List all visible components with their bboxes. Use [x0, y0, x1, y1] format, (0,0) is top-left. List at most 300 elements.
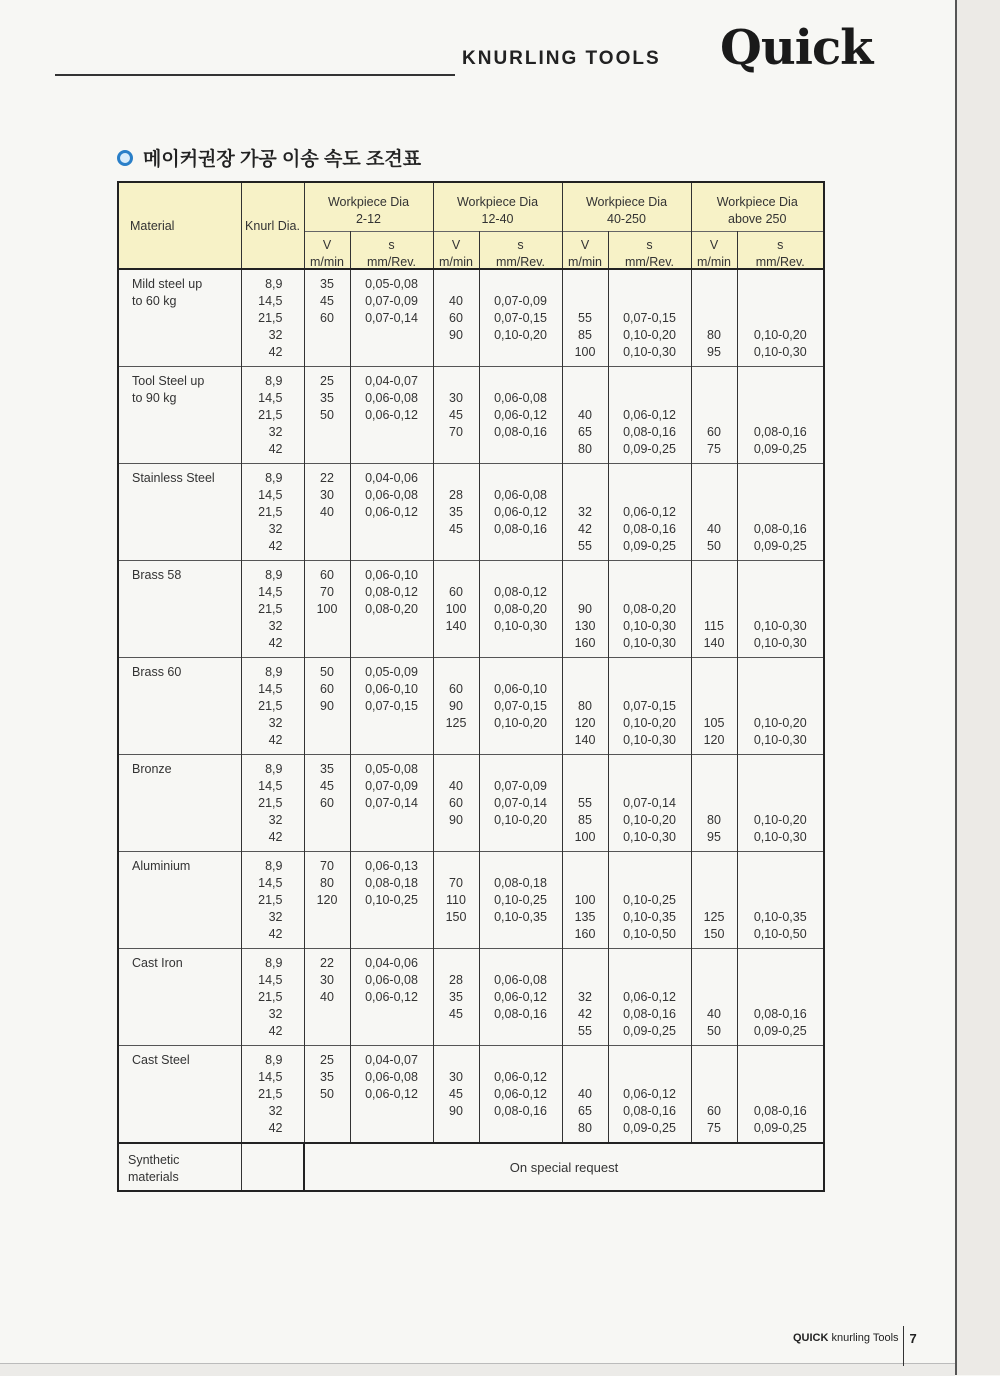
feed-s-value: 0,06-0,12: [623, 1087, 676, 1101]
feed-s-cell: [350, 852, 433, 949]
feed-s-value: 0,10-0,50: [623, 927, 676, 941]
knurl-dia-cell: [241, 949, 304, 1046]
speed-v-value: 35: [320, 277, 334, 291]
feed-s-value: [351, 732, 433, 749]
table-row: [118, 852, 824, 949]
feed-s-value: 0,06-0,10: [365, 568, 418, 582]
speed-v-value: [692, 892, 737, 909]
speed-v-value: 120: [703, 733, 725, 747]
knurl-dia-value: 14,5: [258, 973, 283, 987]
knurl-dia-value: 8,9: [265, 762, 283, 776]
speed-v-value: 50: [320, 665, 334, 679]
speed-v-value: 40: [320, 990, 334, 1004]
feed-s-value: 0,09-0,25: [623, 1024, 676, 1038]
feed-s-value: 0,09-0,25: [623, 539, 676, 553]
feed-s-value: [480, 829, 562, 846]
speed-v-cell: [562, 755, 608, 852]
feed-s-value: 0,10-0,30: [753, 619, 807, 633]
speed-v-value: 42: [578, 522, 592, 536]
s-unit: mm/Rev.: [755, 255, 805, 269]
speed-v-value: [692, 989, 737, 1006]
speed-v-value: [692, 875, 737, 892]
speed-v-value: [692, 858, 737, 875]
speed-v-cell: [433, 755, 479, 852]
feed-s-value: [738, 487, 824, 504]
speed-v-value: 135: [574, 910, 596, 924]
feed-s-value: [738, 955, 824, 972]
v-unit: m/min: [309, 255, 345, 269]
speed-v-value: [434, 441, 479, 458]
feed-s-cell: [737, 269, 824, 367]
speed-v-value: [563, 487, 608, 504]
s-unit: mm/Rev.: [366, 255, 417, 269]
knurl-dia-value: 32: [268, 1104, 283, 1118]
speed-v-value: 125: [703, 910, 725, 924]
speed-v-cell: [691, 464, 737, 561]
feed-s-value: 0,07-0,09: [365, 294, 418, 308]
section-title-text: 메이커권장 가공 이송 속도 조견표: [143, 149, 422, 170]
speed-v-value: [563, 470, 608, 487]
feed-s-value: [480, 1052, 562, 1069]
speed-v-value: 140: [574, 733, 596, 747]
speed-v-value: [692, 470, 737, 487]
speed-v-cell: [562, 269, 608, 367]
feed-s-cell: [737, 949, 824, 1046]
feed-s-value: [351, 618, 433, 635]
speed-v-value: 55: [578, 539, 592, 553]
knurl-dia-cell: [241, 1046, 304, 1144]
feed-s-value: [609, 567, 691, 584]
feed-s-value: [480, 470, 562, 487]
speed-v-value: 45: [449, 408, 463, 422]
speed-v-cell: [562, 658, 608, 755]
workpiece-group-header: Workpiece Dia 2-12: [304, 182, 433, 232]
feed-s-value: [738, 390, 824, 407]
material-header: Material: [118, 182, 241, 269]
table-row: [118, 367, 824, 464]
speed-v-value: 22: [320, 471, 334, 485]
feed-s-value: [738, 892, 824, 909]
speed-v-value: 120: [316, 893, 338, 907]
feed-s-value: [480, 344, 562, 361]
feed-s-value: [738, 601, 824, 618]
material-name: Brass 58: [132, 568, 182, 582]
feed-s-value: [351, 829, 433, 846]
speed-v-value: 85: [578, 328, 592, 342]
speed-v-cell: [304, 658, 350, 755]
speed-v-value: 42: [578, 1007, 592, 1021]
speed-v-value: 30: [320, 488, 334, 502]
material-name: materials: [128, 1170, 179, 1184]
feed-s-value: [351, 1103, 433, 1120]
table-row: [118, 755, 824, 852]
table-row-synthetic: [118, 1143, 824, 1191]
speed-v-value: [434, 926, 479, 943]
feed-s-cell: [608, 949, 691, 1046]
v-unit: m/min: [567, 255, 603, 269]
feed-s-cell: [608, 755, 691, 852]
knurl-dia-value: 14,5: [258, 488, 283, 502]
feed-s-value: [738, 681, 824, 698]
speed-v-value: [434, 538, 479, 555]
knurl-dia-value: 8,9: [265, 859, 283, 873]
feed-s-value: [480, 761, 562, 778]
feed-s-value: [738, 778, 824, 795]
speed-v-cell: [304, 1046, 350, 1144]
feed-s-cell: [737, 561, 824, 658]
feed-s-value: 0,10-0,20: [494, 813, 547, 827]
knurl-dia-cell: [241, 561, 304, 658]
speed-v-value: [692, 584, 737, 601]
feed-s-value: [480, 955, 562, 972]
speed-v-value: 90: [449, 1104, 463, 1118]
material-name: Synthetic: [128, 1153, 180, 1167]
feed-s-value: 0,10-0,20: [753, 328, 807, 342]
speed-v-value: [563, 972, 608, 989]
speed-v-value: 50: [707, 539, 721, 553]
speed-v-value: 40: [578, 1087, 592, 1101]
feed-s-value: [609, 875, 691, 892]
feed-s-value: 0,04-0,06: [365, 471, 418, 485]
feed-s-value: 0,08-0,16: [753, 1104, 807, 1118]
v-label: V: [580, 238, 590, 252]
feed-speed-table: [117, 181, 825, 1192]
speed-v-value: 28: [449, 488, 463, 502]
feed-s-value: 0,06-0,13: [365, 859, 418, 873]
feed-s-value: 0,10-0,25: [365, 893, 418, 907]
knurl-dia-value: 32: [268, 716, 283, 730]
footer-brand: QUICK: [793, 1332, 829, 1344]
material-cell: [118, 367, 241, 464]
feed-s-value: [609, 664, 691, 681]
knurl-dia-value: 42: [268, 733, 283, 747]
speed-v-value: [305, 424, 350, 441]
feed-s-value: 0,07-0,09: [494, 294, 547, 308]
feed-s-value: [480, 276, 562, 293]
feed-s-value: [609, 390, 691, 407]
speed-v-cell: [433, 852, 479, 949]
feed-s-value: 0,08-0,20: [494, 602, 547, 616]
feed-s-value: [738, 795, 824, 812]
speed-v-value: 130: [574, 619, 596, 633]
speed-v-value: [434, 276, 479, 293]
speed-v-value: [563, 584, 608, 601]
feed-s-value: [738, 761, 824, 778]
feed-s-value: 0,10-0,35: [753, 910, 807, 924]
feed-s-value: 0,06-0,12: [623, 505, 676, 519]
s-label: s: [388, 238, 395, 252]
feed-s-cell: [608, 1046, 691, 1144]
feed-s-value: 0,07-0,09: [365, 779, 418, 793]
s-label: s: [777, 238, 784, 252]
feed-s-cell: [479, 269, 562, 367]
feed-s-value: [351, 327, 433, 344]
feed-s-value: [609, 778, 691, 795]
feed-s-value: 0,06-0,12: [623, 408, 676, 422]
feed-s-value: [351, 1023, 433, 1040]
speed-v-value: [434, 829, 479, 846]
speed-v-value: 90: [449, 813, 463, 827]
feed-s-value: [480, 567, 562, 584]
speed-v-value: [692, 276, 737, 293]
feed-s-value: [609, 1052, 691, 1069]
knurl-dia-cell: [241, 269, 304, 367]
feed-s-value: 0,07-0,14: [365, 311, 418, 325]
speed-v-value: [305, 732, 350, 749]
feed-s-cell: [737, 852, 824, 949]
feed-s-value: 0,05-0,09: [365, 665, 418, 679]
material-name: Tool Steel up: [132, 374, 205, 388]
speed-v-value: [305, 1103, 350, 1120]
knurl-dia-value: 42: [268, 636, 283, 650]
feed-s-value: [351, 635, 433, 652]
feed-s-value: 0,09-0,25: [623, 1121, 676, 1135]
feed-s-value: 0,09-0,25: [753, 1121, 807, 1135]
feed-s-value: 0,10-0,50: [753, 927, 807, 941]
feed-s-value: 0,07-0,09: [494, 779, 547, 793]
table-row: [118, 658, 824, 755]
material-name: Brass 60: [132, 665, 182, 679]
speed-v-cell: [691, 852, 737, 949]
speed-v-value: 80: [578, 699, 592, 713]
speed-v-value: 60: [449, 585, 463, 599]
feed-s-value: [609, 972, 691, 989]
feed-s-cell: [479, 561, 562, 658]
speed-v-value: [434, 1052, 479, 1069]
feed-s-value: [351, 344, 433, 361]
header-title: KNURLING TOOLS: [462, 48, 661, 69]
speed-v-value: 60: [707, 425, 721, 439]
speed-v-value: [305, 829, 350, 846]
speed-v-cell: [433, 464, 479, 561]
feed-s-value: 0,08-0,16: [494, 1104, 547, 1118]
knurl-dia-cell: [241, 658, 304, 755]
material-name: Mild steel up: [132, 277, 203, 291]
knurl-dia-value: 14,5: [258, 876, 283, 890]
speed-v-cell: [691, 1046, 737, 1144]
s-header: [608, 232, 691, 270]
knurl-dia-value: 14,5: [258, 585, 283, 599]
feed-s-value: 0,10-0,20: [753, 813, 807, 827]
v-header: [304, 232, 350, 270]
speed-v-value: 65: [578, 425, 592, 439]
workpiece-group-header: Workpiece Dia 12-40: [433, 182, 562, 232]
feed-s-value: 0,07-0,14: [494, 796, 547, 810]
knurl-dia-value: 21,5: [258, 699, 283, 713]
speed-v-value: 40: [707, 1007, 721, 1021]
speed-v-value: 60: [449, 682, 463, 696]
table-row: [118, 269, 824, 367]
s-header: [350, 232, 433, 270]
feed-s-value: 0,06-0,08: [365, 391, 418, 405]
feed-s-value: 0,08-0,16: [623, 425, 676, 439]
speed-v-value: [305, 618, 350, 635]
speed-v-cell: [562, 1046, 608, 1144]
speed-v-value: [434, 955, 479, 972]
feed-s-cell: [479, 658, 562, 755]
feed-s-value: 0,08-0,18: [365, 876, 418, 890]
speed-v-value: 60: [449, 796, 463, 810]
speed-v-value: [563, 681, 608, 698]
feed-s-value: [738, 875, 824, 892]
feed-s-value: 0,10-0,20: [753, 716, 807, 730]
speed-v-value: [692, 761, 737, 778]
feed-s-value: [480, 373, 562, 390]
knurl-dia-value: 8,9: [265, 665, 283, 679]
feed-s-value: [351, 926, 433, 943]
speed-v-value: 32: [578, 505, 592, 519]
speed-v-value: 60: [320, 311, 334, 325]
speed-v-value: 40: [449, 294, 463, 308]
feed-s-cell: [608, 464, 691, 561]
feed-s-value: 0,08-0,12: [365, 585, 418, 599]
feed-s-value: 0,10-0,30: [623, 345, 676, 359]
speed-v-value: 45: [320, 779, 334, 793]
speed-v-value: [563, 373, 608, 390]
feed-s-cell: [479, 367, 562, 464]
speed-v-value: 90: [449, 699, 463, 713]
feed-s-value: 0,08-0,18: [494, 876, 547, 890]
speed-v-value: 95: [707, 830, 721, 844]
speed-v-cell: [691, 755, 737, 852]
speed-v-value: 100: [445, 602, 467, 616]
feed-s-value: 0,06-0,08: [365, 973, 418, 987]
speed-v-value: 60: [320, 568, 334, 582]
v-label: V: [451, 238, 461, 252]
feed-s-value: 0,07-0,14: [623, 796, 676, 810]
speed-v-value: 22: [320, 956, 334, 970]
speed-v-value: [434, 635, 479, 652]
table-row: [118, 1046, 824, 1144]
speed-v-value: [692, 664, 737, 681]
speed-v-value: [692, 310, 737, 327]
speed-v-value: [305, 909, 350, 926]
feed-s-value: [609, 584, 691, 601]
speed-v-value: [434, 567, 479, 584]
material-cell: [118, 1046, 241, 1144]
speed-v-value: 75: [707, 1121, 721, 1135]
speed-v-value: 50: [320, 408, 334, 422]
speed-v-cell: [433, 658, 479, 755]
speed-v-value: 115: [704, 619, 724, 633]
feed-s-cell: [737, 658, 824, 755]
speed-v-value: [692, 698, 737, 715]
speed-v-value: 55: [578, 796, 592, 810]
speed-v-value: 90: [449, 328, 463, 342]
speed-v-value: 100: [574, 345, 596, 359]
speed-v-value: 35: [320, 1070, 334, 1084]
speed-v-value: [434, 732, 479, 749]
knurl-dia-value: 42: [268, 830, 283, 844]
knurl-dia-value: 21,5: [258, 602, 283, 616]
feed-s-value: [609, 293, 691, 310]
feed-s-value: [738, 293, 824, 310]
feed-s-cell: [608, 367, 691, 464]
feed-s-value: 0,10-0,30: [753, 830, 807, 844]
feed-s-value: 0,06-0,12: [365, 990, 418, 1004]
feed-s-value: [738, 858, 824, 875]
feed-s-cell: [350, 1046, 433, 1144]
feed-s-value: 0,10-0,20: [623, 716, 676, 730]
page-edge-right: [955, 0, 1000, 1375]
feed-s-value: [609, 1069, 691, 1086]
speed-v-value: [563, 1069, 608, 1086]
speed-v-value: [692, 407, 737, 424]
knurl-dia-value: 32: [268, 813, 283, 827]
feed-s-cell: [737, 1046, 824, 1144]
speed-v-value: 150: [445, 910, 467, 924]
speed-v-value: 110: [446, 893, 466, 907]
knurl-dia-value: 8,9: [265, 277, 283, 291]
header-rule: [55, 74, 455, 76]
speed-v-value: [305, 327, 350, 344]
table-row: [118, 561, 824, 658]
feed-s-value: 0,10-0,20: [623, 813, 676, 827]
feed-s-value: [738, 504, 824, 521]
feed-s-value: 0,06-0,12: [494, 408, 547, 422]
feed-s-cell: [350, 561, 433, 658]
feed-s-value: [609, 761, 691, 778]
s-header: [737, 232, 824, 270]
v-header: [562, 232, 608, 270]
speed-v-value: [563, 761, 608, 778]
knurl-dia-value: 21,5: [258, 505, 283, 519]
speed-v-cell: [304, 949, 350, 1046]
feed-s-value: 0,08-0,20: [623, 602, 676, 616]
speed-v-value: 140: [703, 636, 725, 650]
feed-s-value: 0,08-0,16: [753, 1007, 807, 1021]
speed-v-value: [692, 778, 737, 795]
speed-v-value: 45: [449, 1087, 463, 1101]
feed-s-value: 0,05-0,08: [365, 277, 418, 291]
knurl-dia-value: 32: [268, 425, 283, 439]
speed-v-cell: [562, 949, 608, 1046]
knurl-dia-value: 14,5: [258, 294, 283, 308]
speed-v-cell: [691, 949, 737, 1046]
speed-v-value: 40: [320, 505, 334, 519]
feed-s-cell: [350, 367, 433, 464]
knurl-dia-value: 32: [268, 619, 283, 633]
table-row: [118, 464, 824, 561]
speed-v-value: 30: [449, 1070, 463, 1084]
knurl-dia-cell: [241, 367, 304, 464]
speed-v-value: 40: [707, 522, 721, 536]
feed-s-value: 0,06-0,12: [494, 1087, 547, 1101]
feed-s-value: 0,08-0,20: [365, 602, 418, 616]
speed-v-value: [305, 715, 350, 732]
speed-v-value: 80: [320, 876, 334, 890]
material-name: to 60 kg: [132, 294, 177, 308]
feed-s-value: [480, 635, 562, 652]
knurl-dia-value: 21,5: [258, 796, 283, 810]
feed-s-value: [609, 955, 691, 972]
speed-v-value: [434, 344, 479, 361]
feed-s-value: 0,10-0,20: [494, 716, 547, 730]
feed-s-value: [351, 715, 433, 732]
section-title: [117, 144, 421, 171]
material-name: to 90 kg: [132, 391, 177, 405]
s-label: s: [517, 238, 524, 252]
speed-v-value: [563, 778, 608, 795]
v-header: [691, 232, 737, 270]
material-cell: [118, 561, 241, 658]
feed-s-cell: [350, 949, 433, 1046]
feed-s-value: [480, 1023, 562, 1040]
speed-v-value: 35: [449, 990, 463, 1004]
speed-v-value: [563, 293, 608, 310]
speed-v-value: 60: [320, 682, 334, 696]
feed-s-cell: [737, 367, 824, 464]
